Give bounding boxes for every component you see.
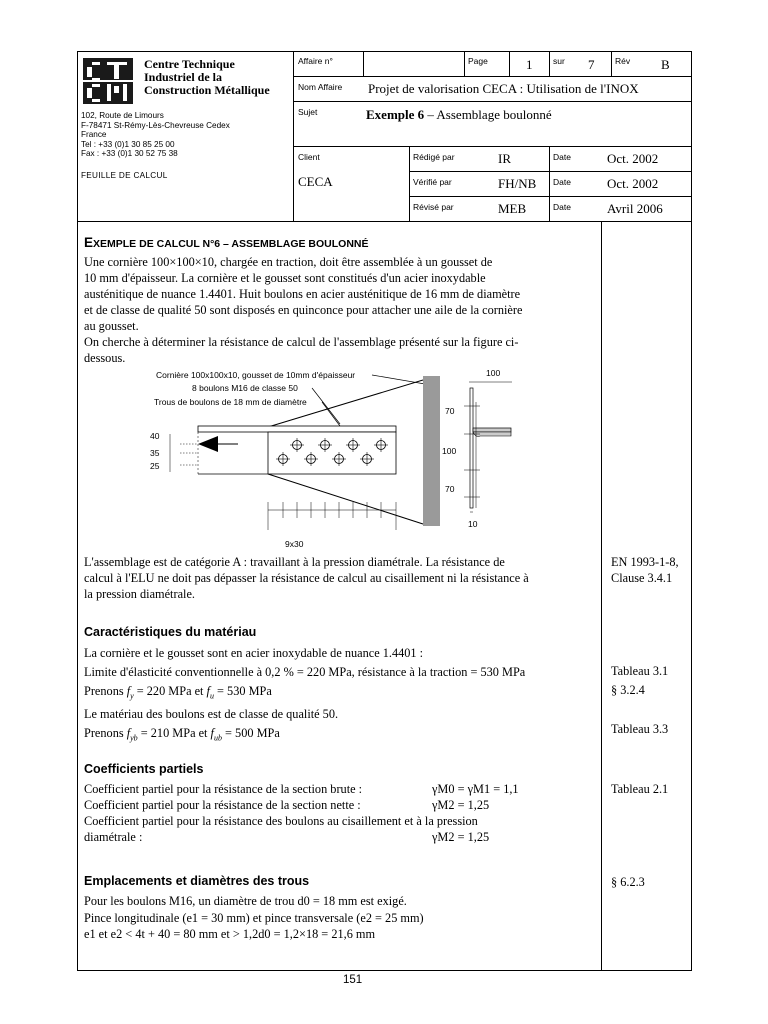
sur-label: sur: [553, 56, 565, 66]
ref-en1993: EN 1993-1-8, Clause 3.4.1: [611, 555, 679, 585]
frame-top: [77, 51, 692, 52]
ref-623: § 6.2.3: [611, 875, 645, 889]
ref-t31: Tableau 3.1: [611, 664, 669, 678]
company-name: Centre Technique Industriel de la Construction Métallique: [144, 57, 270, 97]
frame-bottom: [77, 970, 692, 971]
connection-figure: [140, 362, 540, 552]
fyb-fub-line: Prenons $f_{yb} = 210$ MPa et $f_{ub} = 500$ MPa: [84, 726, 280, 743]
ref-t21: Tableau 2.1: [611, 782, 669, 796]
date-value-3: Avril 2006: [607, 201, 663, 216]
revise-value: MEB: [498, 201, 527, 216]
example-title: EXEMPLE DE CALCUL N°6 – ASSEMBLAGE BOULONNÉ: [84, 235, 369, 250]
dim-70b: 70: [445, 484, 455, 494]
dim-70a: 70: [445, 406, 455, 416]
material-heading: Caractéristiques du matériau: [84, 625, 257, 639]
coefficients-heading: Coefficients partiels: [84, 762, 204, 776]
revise-label: Révisé par: [413, 202, 454, 212]
frame-left: [77, 51, 78, 971]
emplacements-paragraph: Pour les boulons M16, un diamètre de trou d0 = 18 mm est exigé. Pince longitudinale (e1 = 30 mm) et pince transversale (e2 = 25 mm) e1 et e2 < 4t + 40 = 80 mm et > 1,2d0 = 1,2×18 = 21,6 mm: [84, 894, 424, 941]
page-value: 1: [526, 57, 533, 72]
ref-324: § 3.2.4: [611, 683, 645, 697]
dim-100: 100: [442, 446, 457, 456]
nom-affaire-label: Nom Affaire: [298, 82, 343, 92]
coefficients-paragraph: Coefficient partiel pour la résistance de la section brute : γM0 = γM1 = 1,1 Coefficient partiel pour la résistance de la section nette : γM2 = 1,25 Coefficient partiel pour la résistance des boulons au cisaillement et à la pression diamétrale : γM2 = 1,25: [84, 782, 519, 844]
sujet-label: Sujet: [298, 107, 318, 117]
dim-9x30: 9x30: [285, 539, 304, 549]
dim-100-top: 100: [486, 368, 501, 378]
ref-t33: Tableau 3.3: [611, 722, 669, 736]
date-label-2: Date: [553, 177, 571, 187]
sur-value: 7: [588, 57, 595, 72]
frame-right: [691, 51, 692, 971]
dim-10: 10: [468, 519, 478, 529]
rev-value: B: [661, 57, 670, 72]
redige-label: Rédigé par: [413, 152, 455, 162]
category-paragraph: L'assemblage est de catégorie A : travaillant à la pression diamétrale. La résistance de calcul à l'ELU ne doit pas dépasser la résistance de calcul au cisaillement ni la résistance à la pression diamétrale.: [84, 555, 529, 601]
date-label-3: Date: [553, 202, 571, 212]
client-value: CECA: [298, 174, 333, 189]
fig-label-3: Trous de boulons de 18 mm de diamètre: [154, 397, 307, 407]
client-label: Client: [298, 152, 320, 162]
material-paragraph: La cornière et le gousset sont en acier inoxydable de nuance 1.4401 : Limite d'élasticité conventionnelle à 0,2 % = 220 MPa, résistance à la traction = 530 MPa Prenons $f_y = 220$ MPa et $f_u = 530$ MPa Le matériau des boulons est de classe de qualité 50. Prenons $f_{yb} = 210$ MPa et $f_{ub} = 500$ MPa: [84, 644, 604, 748]
page-number: 151: [343, 974, 363, 986]
date-value-2: Oct. 2002: [607, 176, 659, 191]
dim-40: 40: [150, 431, 160, 441]
fig-label-2: 8 boulons M16 de classe 50: [192, 383, 298, 393]
dim-35: 35: [150, 448, 160, 458]
gusset-plate: [423, 376, 440, 526]
header-bottom: [77, 221, 692, 222]
date-value-1: Oct. 2002: [607, 151, 659, 166]
affaire-label: Affaire n°: [298, 56, 333, 66]
fig-label-1: Cornière 100x100x10, gousset de 10mm d'épaisseur: [156, 370, 356, 380]
page-label: Page: [468, 56, 488, 66]
verifie-label: Vérifié par: [413, 177, 452, 187]
dim-25: 25: [150, 461, 160, 471]
company-address: 102, Route de Limours F-78471 St-Rémy-Lès-Chevreuse Cedex France Tel : +33 (0)1 30 85 25 00 Fax : +33 (0)1 30 52 75 38: [81, 111, 230, 158]
emplacements-heading: Emplacements et diamètres des trous: [84, 874, 310, 888]
fy-fu-line: Prenons $f_y = 220$ MPa et $f_u = 530$ MPa: [84, 684, 272, 701]
intro-paragraph: Une cornière 100×100×10, chargée en traction, doit être assemblée à un gousset de 10 mm d'épaisseur. La cornière et le gousset sont constitués d'un acier inoxydable austénitique de nuance 1.4401. Huit boulons en acier austénitique de 16 mm de diamètre et de classe de qualité 50 sont disposés en quinconce pour attacher une aile de la cornière au gousset. On cherche à déterminer la résistance de calcul de l'assemblage présenté sur la figure ci- dessous.: [84, 255, 523, 365]
verifie-value: FH/NB: [498, 176, 537, 191]
sheet-type: FEUILLE DE CALCUL: [81, 171, 168, 180]
rev-label: Rév: [615, 56, 631, 66]
nom-affaire-value: Projet de valorisation CECA : Utilisation de l'INOX: [368, 81, 639, 96]
sujet-value: Exemple 6 – Assemblage boulonné: [366, 107, 552, 122]
angle-leg: [268, 432, 396, 474]
date-label-1: Date: [553, 152, 571, 162]
ctcm-logo: [83, 58, 133, 104]
redige-value: IR: [498, 151, 511, 166]
